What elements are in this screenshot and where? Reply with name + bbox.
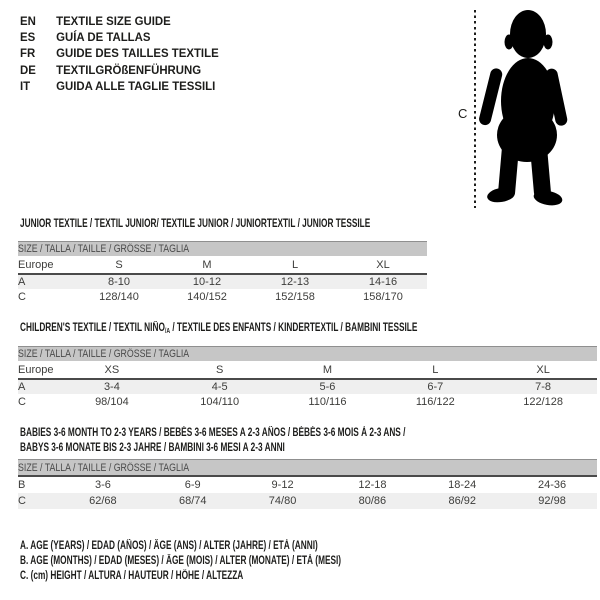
value-cell: 128/140 (99, 291, 139, 303)
table-row-age (18, 274, 427, 289)
table-row-height (18, 493, 597, 509)
language-code: FR (20, 46, 36, 61)
title-subscript: /A (164, 326, 171, 335)
value-cell: 158/170 (363, 291, 403, 303)
value-cell: 80/86 (327, 493, 417, 509)
value-cell: 18-24 (448, 479, 477, 491)
language-title: TEXTILE SIZE GUIDE (56, 14, 171, 28)
size-cell: XS (58, 361, 166, 379)
language-list (20, 13, 219, 94)
children-table-title: CHILDREN'S TEXTILE / TEXTIL $NIÑO_{/A}$ / TEXTILE DES ENFANTS / KINDERTEXTIL / BAMBINI TESSILE (20, 322, 418, 335)
language-row-fr (20, 45, 219, 61)
size-cell: XL (489, 361, 597, 379)
measure-legend (20, 539, 466, 584)
language-row-de (20, 62, 219, 78)
value-cell: 12-13 (251, 274, 339, 289)
language-title: TEXTILGRÖßENFÜHRUNG (56, 62, 202, 77)
legend-line-b: B. AGE (MONTHS) / EDAD (MESES) / ÂGE (MOIS) / ALTER (MONATE) / ETÀ (MESI) (20, 555, 342, 567)
value-cell: 4-5 (166, 379, 274, 394)
height-measure-label: C (458, 106, 468, 121)
value-cell: 74/80 (238, 493, 328, 509)
table-row-europe (18, 256, 427, 274)
language-row-es (20, 29, 219, 45)
value-cell: 6-7 (381, 379, 489, 394)
row-label: C (18, 396, 26, 408)
value-cell: 12-18 (358, 479, 387, 491)
language-row-en (20, 13, 219, 29)
size-cell: L (381, 361, 489, 379)
children-size-table (18, 346, 597, 410)
value-cell: 3-6 (94, 479, 111, 491)
legend-line-a: A. AGE (YEARS) / EDAD (AÑOS) / ÂGE (ANS) / ALTER (JAHRE) / ETÀ (ANNI) (20, 540, 318, 552)
table-row-height (18, 289, 427, 305)
value-cell: 98/104 (95, 396, 129, 408)
language-code: DE (20, 62, 36, 77)
row-label: C (18, 291, 26, 303)
ear-right (544, 35, 553, 50)
language-code: EN (20, 14, 36, 28)
value-cell: 9-12 (271, 479, 294, 491)
size-header-label: SIZE / TALLA / TAILLE / GRÖSSE / TAGLIA (18, 461, 190, 474)
row-label: A (18, 274, 75, 289)
value-cell: 152/158 (275, 291, 315, 303)
value-cell: 3-4 (58, 379, 166, 394)
row-label: Europe (18, 256, 75, 274)
language-title: GUÍA DE TALLAS (56, 30, 151, 45)
size-header-row (18, 460, 597, 477)
ear-left (505, 35, 514, 50)
size-header-label: SIZE / TALLA / TAILLE / GRÖSSE / TAGLIA (18, 348, 190, 360)
junior-table-title: JUNIOR TEXTILE / TEXTIL JUNIOR/ TEXTILE JUNIOR / JUNIORTEXTIL / JUNIOR TESSILE (20, 218, 371, 230)
value-cell: 8-10 (75, 274, 163, 289)
table-row-europe (18, 361, 597, 379)
value-cell: 24-36 (538, 479, 567, 491)
value-cell: 140/152 (187, 291, 227, 303)
value-cell: 116/122 (415, 396, 455, 408)
language-row-it (20, 78, 219, 94)
size-header-row (18, 242, 427, 257)
babies-table-title: BABIES 3-6 MONTH TO 2-3 YEARS / BEBÉS 3-6 MESES A 2-3 AÑOS / BÉBÉS 3-6 MOIS À 2-3 ANS / BABYS 3-6 MONATE BIS 2-3 JAHRE / BAMBINI 3-6 MESI A 2-3 ANNI (20, 427, 406, 454)
value-cell: 86/92 (417, 493, 507, 509)
language-title: GUIDE DES TAILLES TEXTILE (56, 46, 219, 61)
value-cell: 92/98 (507, 493, 597, 509)
row-label: A (18, 379, 58, 394)
value-cell: 104/110 (200, 396, 240, 408)
value-cell: 68/74 (148, 493, 238, 509)
size-cell: M (163, 256, 251, 274)
legend-line-c: C. (cm) HEIGHT / ALTURA / HAUTEUR / HÖHE / ALTEZZA (20, 570, 244, 582)
size-cell: XL (339, 256, 427, 274)
arm-left (478, 67, 503, 126)
size-cell: S (166, 361, 274, 379)
value-cell: 110/116 (308, 396, 347, 408)
row-label: C (18, 493, 58, 509)
size-cell: M (274, 361, 382, 379)
junior-size-table (18, 241, 427, 305)
language-title: GUIDA ALLE TAGLIE TESSILI (56, 78, 216, 93)
size-header-label: SIZE / TALLA / TAILLE / GRÖSSE / TAGLIA (18, 243, 190, 255)
table-row-months (18, 476, 597, 493)
value-cell: 5-6 (274, 379, 382, 394)
value-cell: 7-8 (489, 379, 597, 394)
language-code: IT (20, 78, 31, 93)
value-cell: 122/128 (523, 396, 563, 408)
height-measure-dashed-line (474, 10, 476, 208)
size-cell: L (251, 256, 339, 274)
table-row-height (18, 394, 597, 410)
babies-size-table (18, 459, 597, 509)
head (510, 10, 546, 58)
value-cell: 6-9 (184, 479, 201, 491)
row-label: Europe (18, 361, 58, 379)
toddler-silhouette-icon (478, 8, 570, 210)
value-cell: 62/68 (58, 493, 148, 509)
size-cell: S (75, 256, 163, 274)
value-cell: 14-16 (339, 274, 427, 289)
value-cell: 10-12 (163, 274, 251, 289)
language-code: ES (20, 30, 36, 45)
row-label: B (18, 479, 26, 491)
table-row-age (18, 379, 597, 394)
size-header-row (18, 347, 597, 362)
